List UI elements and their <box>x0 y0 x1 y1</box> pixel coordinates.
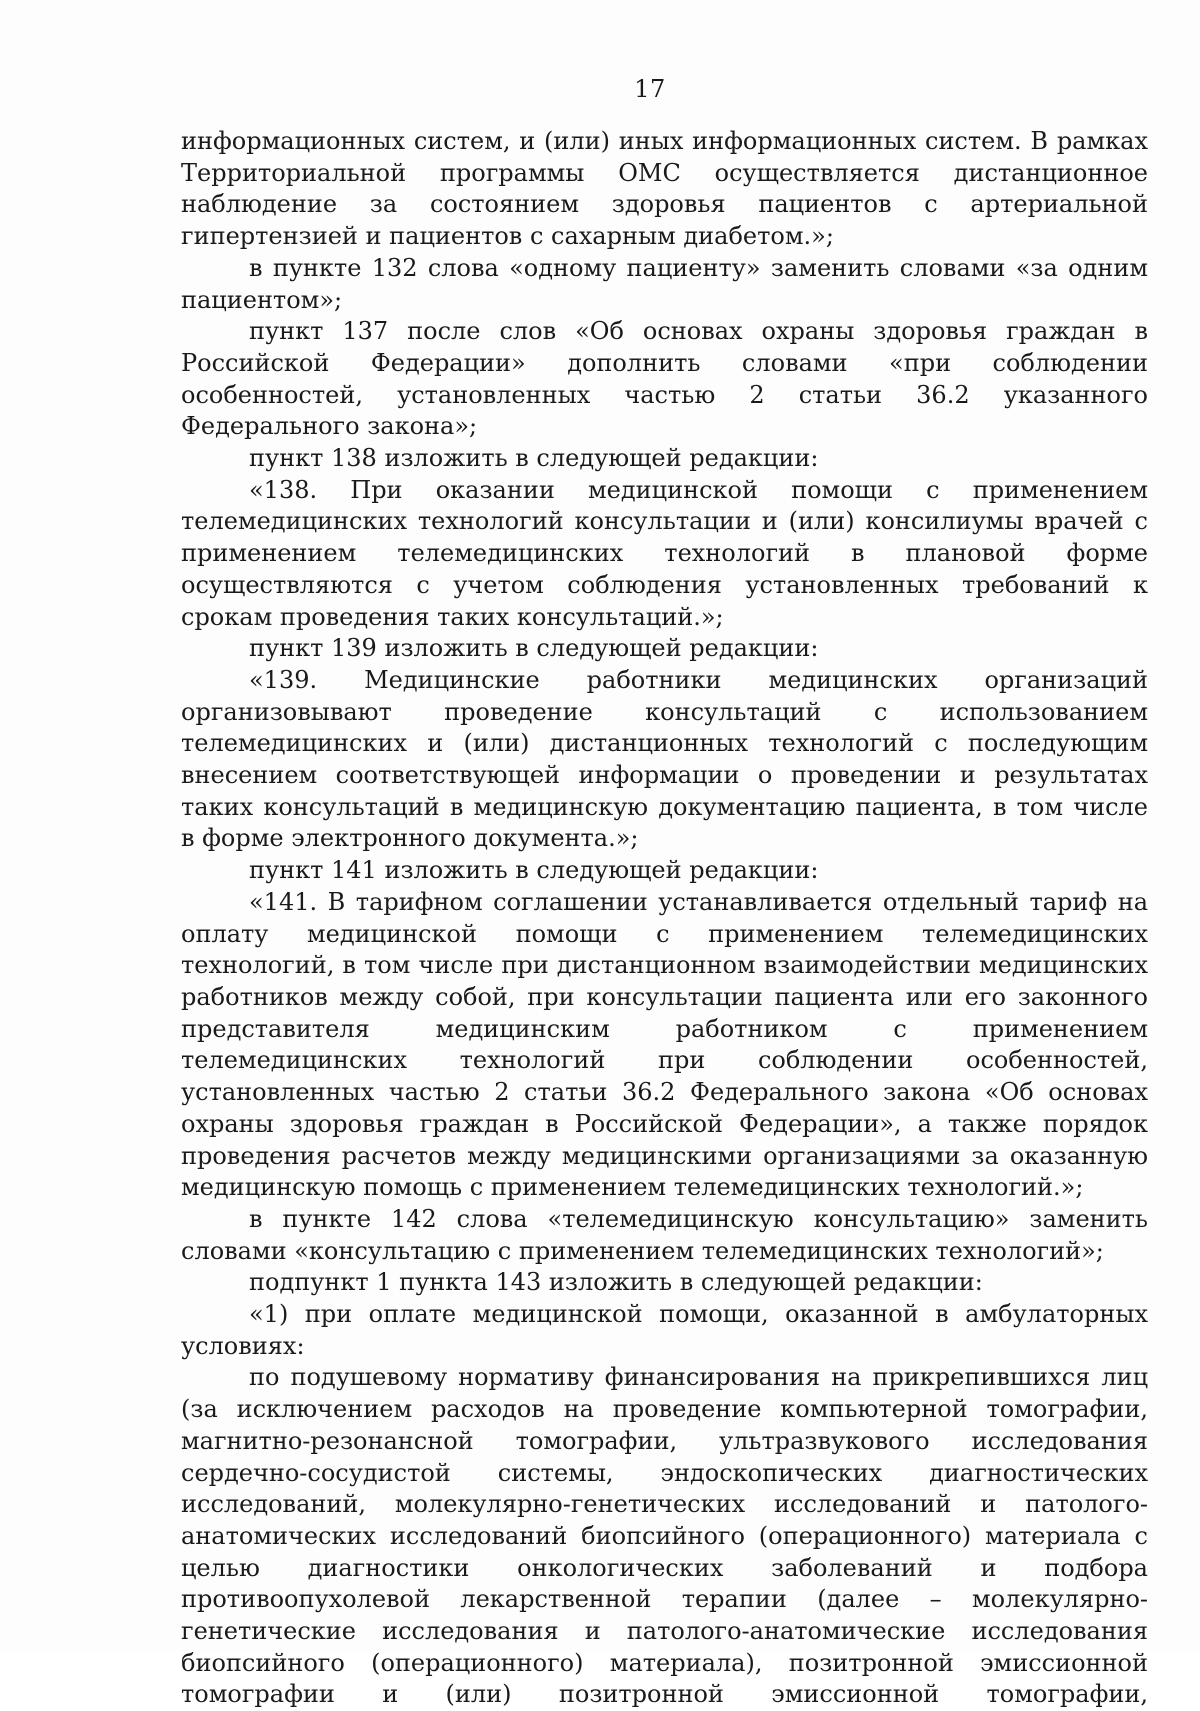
document-body <box>181 126 1148 1711</box>
page-number: 17 <box>634 75 666 103</box>
paragraph-8: пункт 141 изложить в следующей редакции: <box>249 856 819 885</box>
paragraph-1: информационных систем, и (или) иных информационных систем. В рамках Территориальной программы ОМС осуществляется дистанционное наблюдение за состоянием здоровья пациентов с артериальной гипертензией и пациентов с сахарным диабетом.»; <box>181 127 1148 251</box>
paragraph-6: пункт 139 изложить в следующей редакции: <box>249 634 819 663</box>
paragraph-4: пункт 138 изложить в следующей редакции: <box>249 444 819 473</box>
paragraph-3: пункт 137 после слов «Об основах охраны здоровья граждан в Российской Федерации» дополнить словами «при соблюдении особенностей, установленных частью 2 статьи 36.2 указанного Федерального закона»; <box>181 317 1148 441</box>
paragraph-12: «1) при оплате медицинской помощи, оказанной в амбулаторных условиях: <box>181 1300 1148 1360</box>
paragraph-5: «138. При оказании медицинской помощи с применением телемедицинских технологий консультации и (или) консилиумы врачей с применением телемедицинских технологий в плановой форме осуществляются с учетом соблюдения установленных требований к срокам проведения таких консультаций.»; <box>181 475 1148 631</box>
paragraph-13: по подушевому нормативу финансирования на прикрепившихся лиц (за исключением расходов на проведение компьютерной томографии, магнитно-резонансной томографии, ультразвукового исследования сердечно-сосудистой системы, эндоскопических диагностических исследований, молекулярно-генетических исследований и патолого-анатомических исследований биопсийного (операционного) материала с целью диагностики онкологических заболеваний и подбора противоопухолевой лекарственной терапии (далее – молекулярно-генетические исследования и патолого-анатомические исследования биопсийного (операционного) материала), позитронной эмиссионной томографии и (или) позитронной эмиссионной томографии, <box>181 1363 1148 1709</box>
paragraph-7: «139. Медицинские работники медицинских организаций организовывают проведение консультаций с использованием телемедицинских и (или) дистанционных технологий с последующим внесением соответствующей информации о проведении и результатах таких консультаций в медицинскую документацию пациента, в том числе в форме электронного документа.»; <box>181 665 1148 853</box>
paragraph-11: подпункт 1 пункта 143 изложить в следующей редакции: <box>249 1268 983 1297</box>
paragraph-10: в пункте 142 слова «телемедицинскую консультацию» заменить словами «консультацию с применением телемедицинских технологий»; <box>181 1204 1148 1265</box>
paragraph-2: в пункте 132 слова «одному пациенту» заменить словами «за одним пациентом»; <box>181 253 1148 314</box>
paragraph-9: «141. В тарифном соглашении устанавливается отдельный тариф на оплату медицинской помощи с применением телемедицинских технологий, в том числе при дистанционном взаимодействии медицинских работников между собой, при консультации пациента или его законного представителя медицинским работником с применением телемедицинских технологий при соблюдении особенностей, установленных частью 2 статьи 36.2 Федерального закона «Об основах охраны здоровья граждан в Российской Федерации», а также порядок проведения расчетов между медицинскими организациями за оказанную медицинскую помощь с применением телемедицинских технологий.»; <box>181 887 1148 1202</box>
